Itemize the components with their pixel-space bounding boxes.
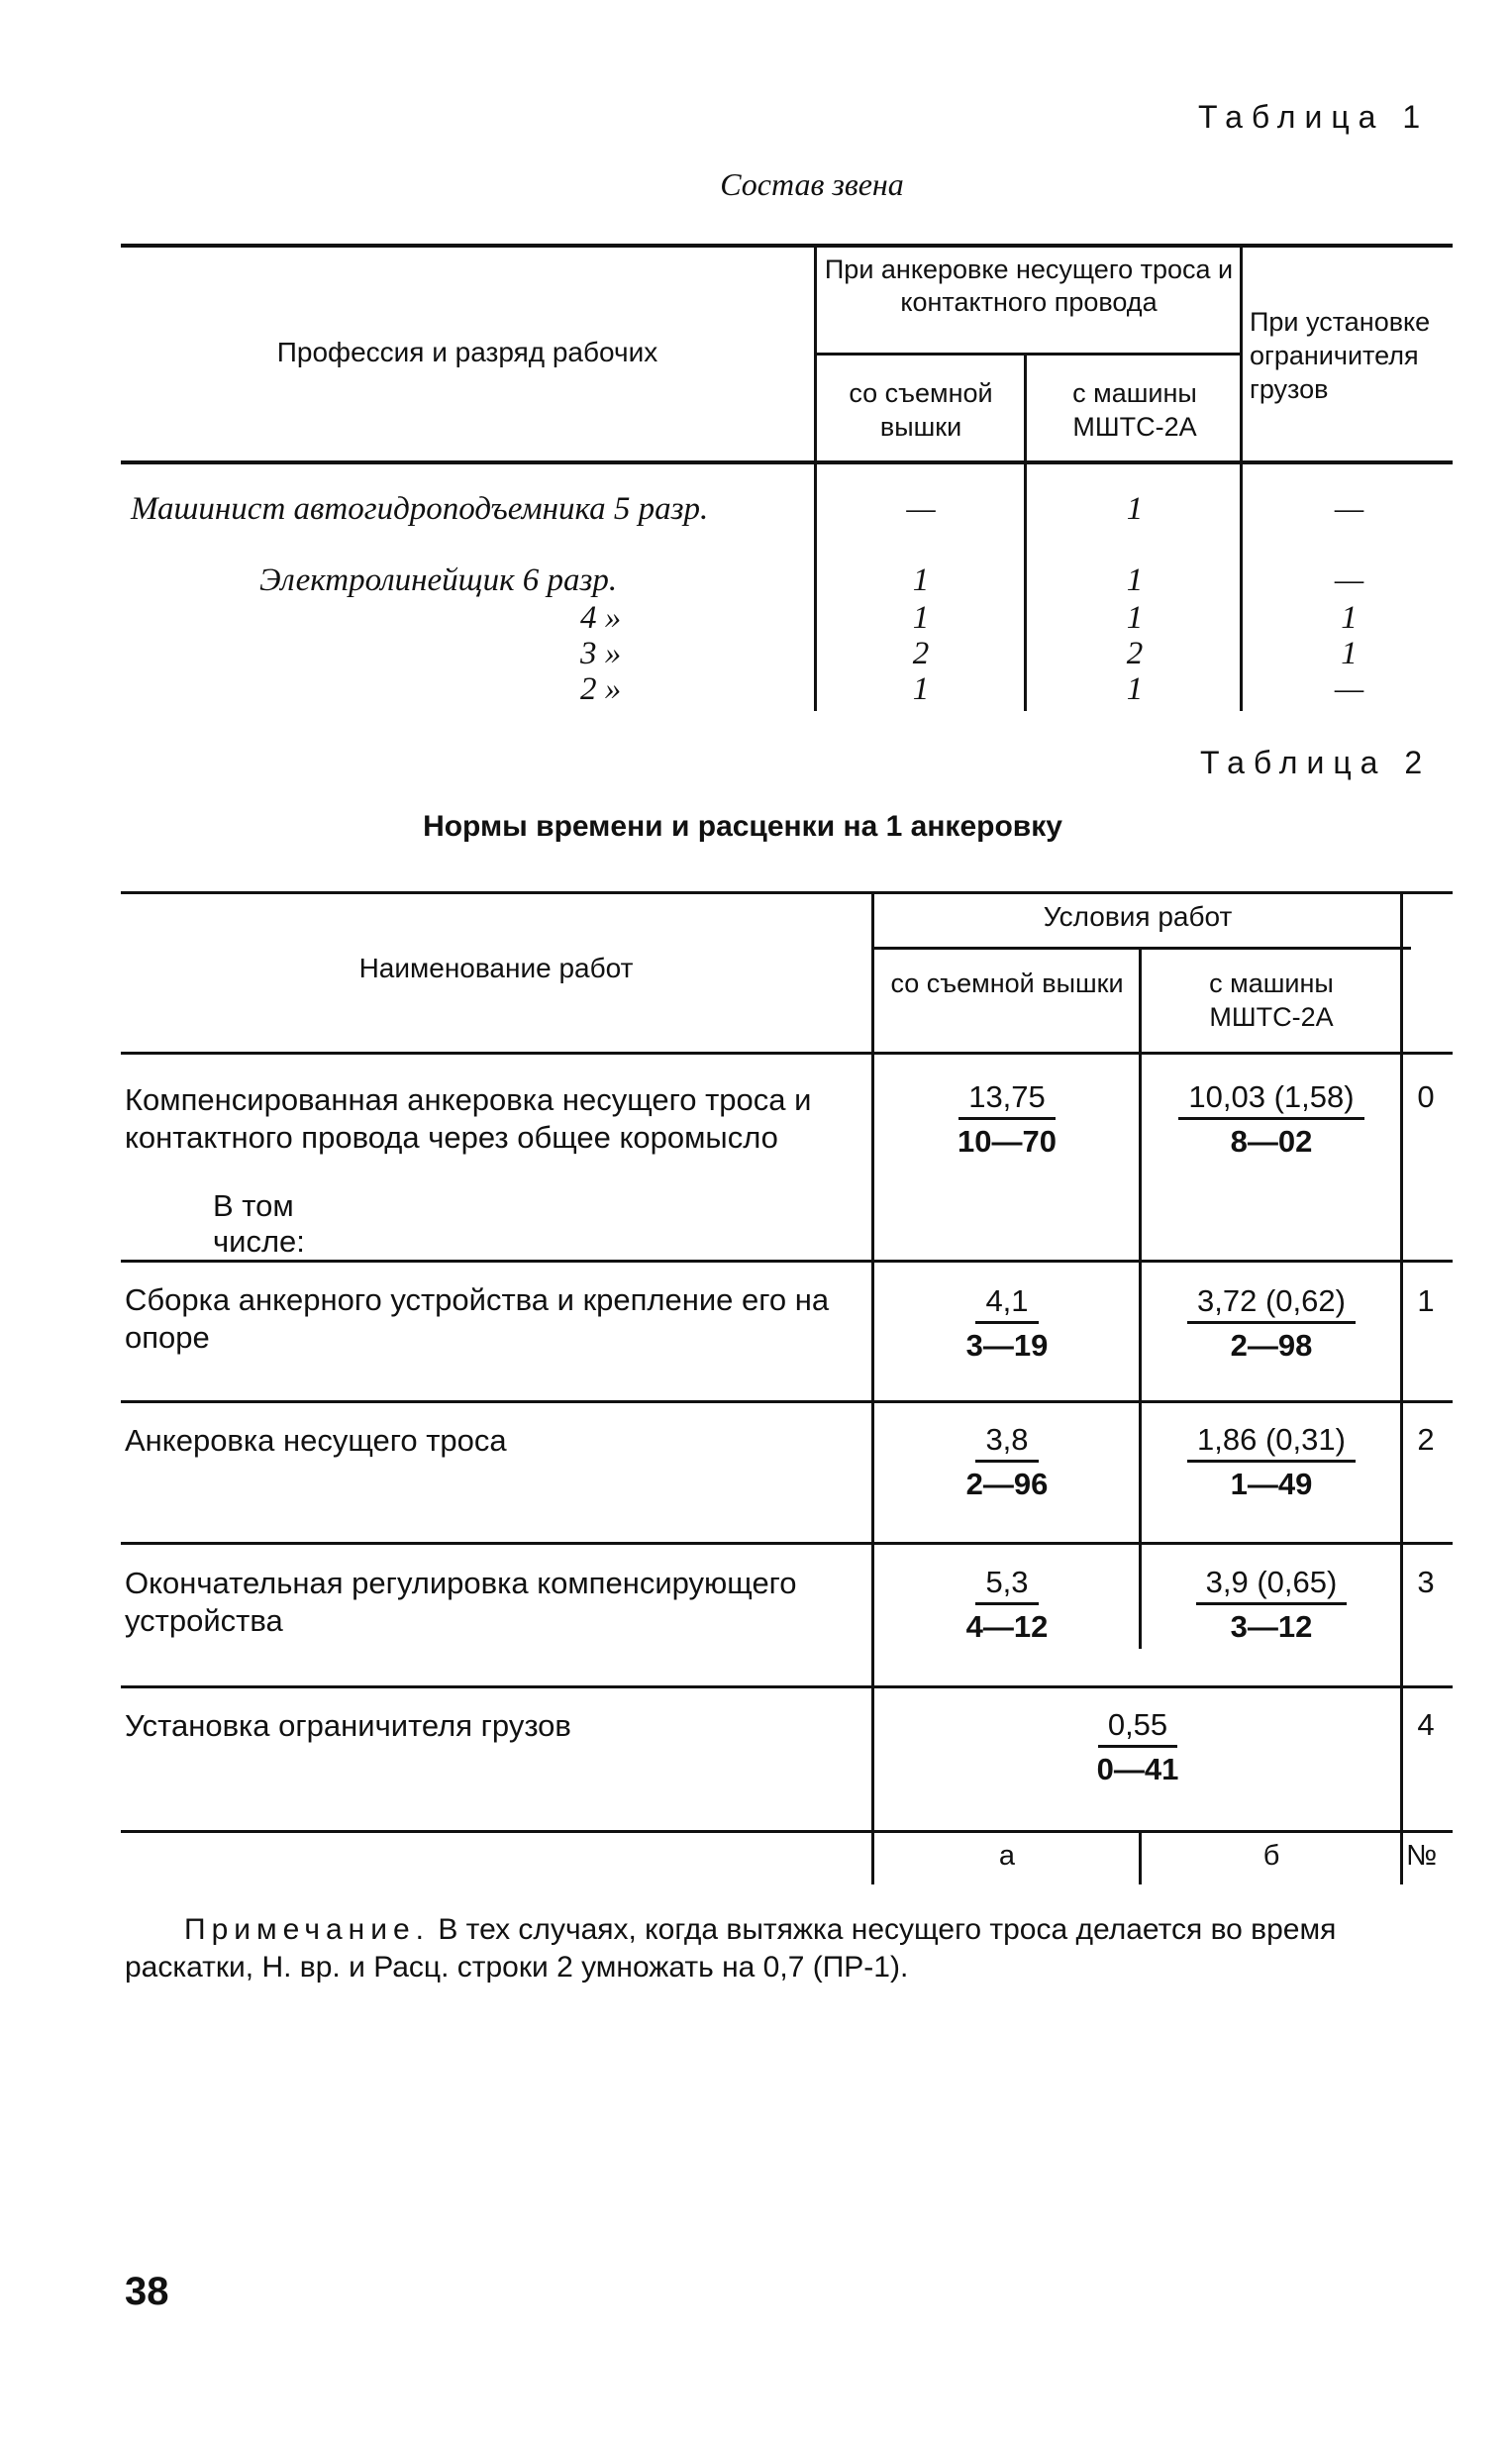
table2-cell-merged [875, 1707, 1400, 1787]
table1-header-limiter: При установке ограничителя грузов [1250, 307, 1431, 404]
table2-cell-machine [1143, 1079, 1400, 1160]
table2-header-rule [121, 1052, 1453, 1055]
table1-cell-limiter: — [1334, 491, 1364, 527]
rate: 8—02 [1230, 1124, 1313, 1159]
table2-cell-tower [875, 1422, 1139, 1502]
table1-top-rule [121, 244, 1453, 248]
table2-row-name: Сборка анкерного устройства и крепление его на опоре [125, 1282, 830, 1355]
table2-col-divider-2-footer [1139, 1832, 1142, 1884]
table1-cell-tower: — [906, 491, 936, 527]
table2-footer-b: б [1262, 1840, 1280, 1872]
table2-row-subtitle: В том числе: [213, 1188, 305, 1259]
rate: 10—70 [958, 1124, 1057, 1159]
table2-col-divider-1 [871, 894, 874, 1884]
table2-row-name: Компенсированная анкеровка несущего троса и контактного провода через общее коромысло [125, 1082, 812, 1155]
table2-row-name: Окончательная регулировка компенсирующего устройства [125, 1566, 797, 1638]
table2-col-divider-2 [1139, 949, 1142, 1649]
table1-cell-machine: 1 [1126, 671, 1144, 707]
table1-header-tower: со съемной вышки [849, 378, 993, 442]
table2-row-number: 2 [1417, 1422, 1435, 1457]
table1-cell-machine: 2 [1126, 636, 1144, 671]
time-norm: 3,72 (0,62) [1187, 1283, 1356, 1324]
table2-row-name: Установка ограничителя грузов [125, 1708, 571, 1743]
table1-cell-machine: 1 [1126, 491, 1144, 527]
table1-cell-limiter: — [1334, 562, 1364, 598]
table1-cell-machine: 1 [1126, 562, 1144, 598]
rate: 2—98 [1230, 1328, 1313, 1363]
table2-header-tower: со съемной вышки [890, 968, 1124, 998]
table2-footer-a: а [998, 1840, 1016, 1872]
table1-row-label: Электролинейщик 6 разр. [259, 562, 618, 598]
table2-row-number: 4 [1417, 1707, 1435, 1742]
time-norm: 13,75 [958, 1079, 1056, 1120]
table2-row-number: 3 [1417, 1565, 1435, 1599]
table1-subheader-rule [814, 353, 1242, 356]
time-norm: 3,9 (0,65) [1196, 1565, 1348, 1605]
table1-row-label: 3 » [580, 636, 622, 671]
table2-row-rule [121, 1542, 1453, 1545]
table1-cell-limiter: 1 [1341, 600, 1358, 636]
table2-header-name: Наименование работ [358, 953, 634, 983]
table2-header-conditions: Условия работ [1043, 901, 1233, 932]
table1-row-label: Машинист автогидроподъемника 5 разр. [131, 491, 709, 527]
table2-cell-machine [1143, 1422, 1400, 1502]
table2-cell-machine [1143, 1283, 1400, 1364]
table1-title: Состав звена [720, 166, 904, 202]
table2-header-machine: с машины МШТС-2А [1209, 968, 1334, 1032]
table1-header-group: При анкеровке несущего троса и контактного провода [824, 254, 1234, 317]
table2-row-rule [121, 1400, 1453, 1403]
table2-cell-tower [875, 1079, 1139, 1160]
rate: 1—49 [1230, 1467, 1313, 1501]
table2-cell-tower [875, 1283, 1139, 1364]
time-norm: 5,3 [975, 1565, 1038, 1605]
table1-col-divider-1 [814, 248, 817, 711]
rate: 4—12 [965, 1609, 1049, 1644]
rate: 0—41 [1096, 1752, 1179, 1786]
table1-cell-tower: 2 [912, 636, 930, 671]
time-norm: 3,8 [975, 1422, 1038, 1463]
table1-row-label: 4 » [580, 600, 622, 636]
table1-row-label: 2 » [580, 671, 622, 707]
table1-cell-machine: 1 [1126, 600, 1144, 636]
table1-header-profession: Профессия и разряд рабочих [276, 337, 658, 367]
time-norm: 0,55 [1098, 1707, 1177, 1748]
table1-col-divider-3 [1240, 248, 1243, 711]
time-norm: 1,86 (0,31) [1187, 1422, 1356, 1463]
table2-cell-tower [875, 1565, 1139, 1645]
table1-header-machine: с машины МШТС-2А [1072, 378, 1197, 442]
table2-caption: Таблица 2 [1200, 745, 1432, 780]
table1-cell-limiter: — [1334, 671, 1364, 707]
rate: 2—96 [965, 1467, 1049, 1501]
table2-footer-rule [121, 1830, 1453, 1833]
table1-caption: Таблица 1 [1198, 99, 1430, 135]
note-text: В тех случаях, когда вытяжка несущего троса делается во время раскатки, Н. вр. и Расц. строки 2 умножать на 0,7 (ПР-1). [125, 1913, 1337, 1984]
table1-col-divider-2 [1024, 355, 1027, 711]
time-norm: 10,03 (1,58) [1178, 1079, 1363, 1120]
rate: 3—12 [1230, 1609, 1313, 1644]
table2-cell-machine [1143, 1565, 1400, 1645]
table2-footer-no: № [1406, 1840, 1438, 1872]
table2-col-divider-3 [1400, 894, 1403, 1884]
note [125, 1911, 1457, 1986]
table1-cell-tower: 1 [912, 562, 930, 598]
table2-row-name: Анкеровка несущего троса [125, 1423, 507, 1458]
table2-title: Нормы времени и расценки на 1 анкеровку [423, 810, 1062, 843]
table2-row-rule [121, 1685, 1453, 1688]
table1-header-rule [121, 460, 1453, 464]
table1-cell-limiter: 1 [1341, 636, 1358, 671]
time-norm: 4,1 [975, 1283, 1038, 1324]
table2-top-rule [121, 891, 1453, 894]
rate: 3—19 [965, 1328, 1049, 1363]
page-number: 38 [125, 2270, 169, 2313]
table1-cell-tower: 1 [912, 671, 930, 707]
table2-row-number: 0 [1417, 1079, 1435, 1114]
note-label: Примечание. [184, 1913, 430, 1946]
table2-row-rule [121, 1260, 1453, 1263]
table1-cell-tower: 1 [912, 600, 930, 636]
table2-row-number: 1 [1417, 1283, 1435, 1318]
